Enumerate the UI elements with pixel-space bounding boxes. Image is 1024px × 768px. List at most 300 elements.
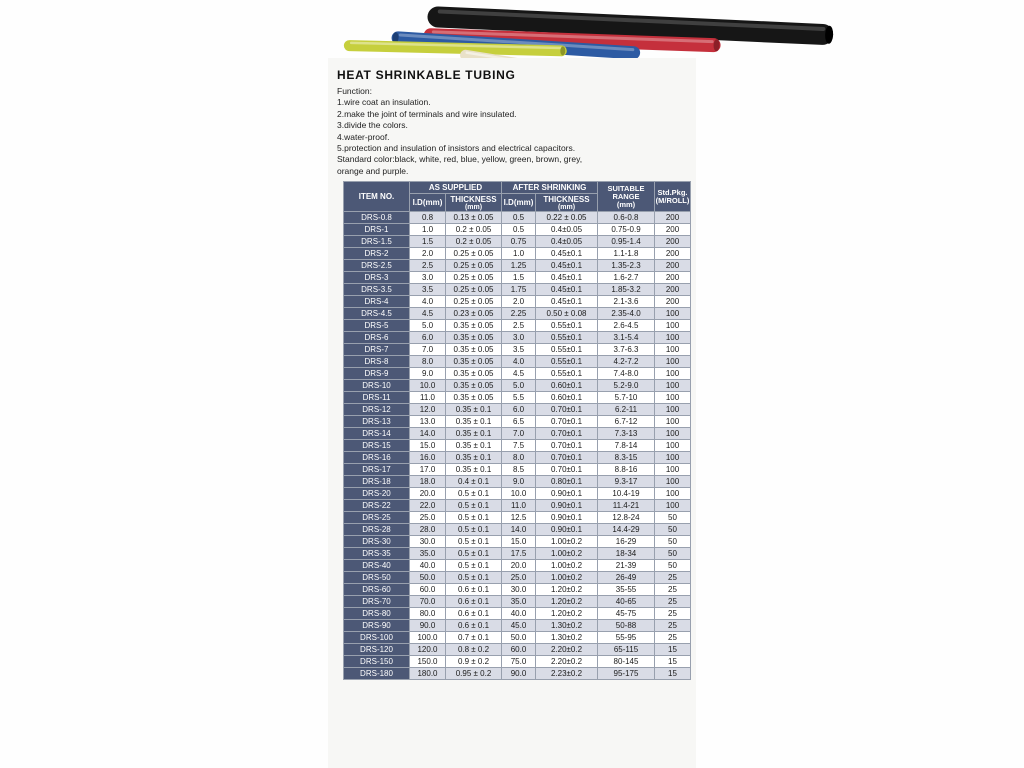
spec-cell: 1.00±0.2	[536, 572, 598, 584]
spec-cell: 200	[655, 296, 691, 308]
spec-cell: 2.0	[410, 248, 446, 260]
spec-cell: 0.25 ± 0.05	[446, 260, 502, 272]
item-no-cell: DRS-25	[344, 512, 410, 524]
spec-cell: 7.4-8.0	[598, 368, 655, 380]
spec-cell: 80-145	[598, 656, 655, 668]
table-row	[344, 380, 691, 392]
spec-cell: 2.23±0.2	[536, 668, 598, 680]
table-row	[344, 572, 691, 584]
text-line-3: 3.divide the colors.	[337, 120, 408, 131]
item-no-cell: DRS-17	[344, 464, 410, 476]
spec-cell: 12.5	[502, 512, 536, 524]
spec-cell: 35.0	[502, 596, 536, 608]
table-row	[344, 452, 691, 464]
item-no-cell: DRS-8	[344, 356, 410, 368]
spec-cell: 11.0	[502, 500, 536, 512]
spec-cell: 0.95-1.4	[598, 236, 655, 248]
text-line-4: 4.water-proof.	[337, 131, 390, 142]
header-std-pkg: Std.Pkg. (M/ROLL)	[655, 182, 691, 212]
header-thickness-shrunk: THICKNESS (mm)	[536, 194, 598, 212]
spec-cell: 0.5 ± 0.1	[446, 536, 502, 548]
table-row	[344, 236, 691, 248]
spec-cell: 10.0	[502, 488, 536, 500]
spec-table	[343, 181, 691, 680]
spec-cell: 1.1-1.8	[598, 248, 655, 260]
spec-cell: 95-175	[598, 668, 655, 680]
spec-cell: 0.90±0.1	[536, 524, 598, 536]
spec-cell: 25.0	[410, 512, 446, 524]
table-row	[344, 404, 691, 416]
spec-cell: 30.0	[502, 584, 536, 596]
spec-cell: 30.0	[410, 536, 446, 548]
spec-cell: 100.0	[410, 632, 446, 644]
spec-cell: 0.5 ± 0.1	[446, 560, 502, 572]
spec-cell: 14.0	[410, 428, 446, 440]
spec-cell: 0.25 ± 0.05	[446, 296, 502, 308]
spec-cell: 25	[655, 572, 691, 584]
item-no-cell: DRS-7	[344, 344, 410, 356]
table-row	[344, 416, 691, 428]
spec-cell: 0.35 ± 0.1	[446, 428, 502, 440]
table-row	[344, 536, 691, 548]
spec-cell: 0.90±0.1	[536, 512, 598, 524]
spec-cell: 2.25	[502, 308, 536, 320]
spec-cell: 1.30±0.2	[536, 620, 598, 632]
spec-cell: 5.7-10	[598, 392, 655, 404]
spec-cell: 5.5	[502, 392, 536, 404]
spec-cell: 150.0	[410, 656, 446, 668]
spec-cell: 90.0	[502, 668, 536, 680]
spec-cell: 25	[655, 596, 691, 608]
spec-cell: 1.85-3.2	[598, 284, 655, 296]
text-line-colors-2: orange and purple.	[337, 165, 409, 176]
item-no-cell: DRS-0.8	[344, 212, 410, 224]
spec-cell: 0.25 ± 0.05	[446, 284, 502, 296]
spec-cell: 100	[655, 368, 691, 380]
spec-cell: 3.5	[502, 344, 536, 356]
spec-cell: 0.35 ± 0.1	[446, 464, 502, 476]
spec-cell: 4.0	[410, 296, 446, 308]
item-no-cell: DRS-80	[344, 608, 410, 620]
table-row	[344, 620, 691, 632]
item-no-cell: DRS-40	[344, 560, 410, 572]
item-no-cell: DRS-180	[344, 668, 410, 680]
item-no-cell: DRS-1.5	[344, 236, 410, 248]
spec-cell: 9.3-17	[598, 476, 655, 488]
spec-cell: 100	[655, 476, 691, 488]
spec-cell: 0.55±0.1	[536, 344, 598, 356]
spec-cell: 0.35 ± 0.05	[446, 380, 502, 392]
item-no-cell: DRS-4	[344, 296, 410, 308]
spec-cell: 6.0	[502, 404, 536, 416]
table-row	[344, 656, 691, 668]
item-no-cell: DRS-22	[344, 500, 410, 512]
spec-cell: 100	[655, 416, 691, 428]
spec-cell: 11.0	[410, 392, 446, 404]
spec-cell: 40-65	[598, 596, 655, 608]
table-row	[344, 344, 691, 356]
spec-cell: 0.2 ± 0.05	[446, 236, 502, 248]
spec-cell: 0.5	[502, 212, 536, 224]
spec-cell: 7.8-14	[598, 440, 655, 452]
spec-cell: 0.55±0.1	[536, 356, 598, 368]
spec-cell: 11.4-21	[598, 500, 655, 512]
spec-cell: 100	[655, 320, 691, 332]
table-row	[344, 428, 691, 440]
spec-cell: 3.0	[502, 332, 536, 344]
table-row	[344, 368, 691, 380]
spec-cell: 8.5	[502, 464, 536, 476]
spec-cell: 100	[655, 428, 691, 440]
spec-cell: 12.0	[410, 404, 446, 416]
item-no-cell: DRS-35	[344, 548, 410, 560]
spec-cell: 28.0	[410, 524, 446, 536]
spec-cell: 0.45±0.1	[536, 260, 598, 272]
spec-cell: 15	[655, 644, 691, 656]
table-row	[344, 224, 691, 236]
spec-cell: 0.4 ± 0.1	[446, 476, 502, 488]
spec-cell: 0.6 ± 0.1	[446, 608, 502, 620]
spec-cell: 2.5	[410, 260, 446, 272]
spec-cell: 70.0	[410, 596, 446, 608]
spec-cell: 0.70±0.1	[536, 416, 598, 428]
text-line-1: 1.wire coat an insulation.	[337, 97, 431, 108]
item-no-cell: DRS-3	[344, 272, 410, 284]
spec-cell: 8.8-16	[598, 464, 655, 476]
spec-cell: 100	[655, 392, 691, 404]
item-no-cell: DRS-100	[344, 632, 410, 644]
spec-cell: 0.5 ± 0.1	[446, 524, 502, 536]
item-no-cell: DRS-30	[344, 536, 410, 548]
item-no-cell: DRS-28	[344, 524, 410, 536]
spec-cell: 0.95 ± 0.2	[446, 668, 502, 680]
spec-cell: 0.80±0.1	[536, 476, 598, 488]
spec-cell: 0.45±0.1	[536, 284, 598, 296]
spec-cell: 200	[655, 272, 691, 284]
item-no-cell: DRS-16	[344, 452, 410, 464]
table-row	[344, 644, 691, 656]
spec-cell: 100	[655, 344, 691, 356]
spec-cell: 0.25 ± 0.05	[446, 248, 502, 260]
spec-cell: 0.5 ± 0.1	[446, 572, 502, 584]
spec-cell: 8.0	[502, 452, 536, 464]
table-row	[344, 476, 691, 488]
spec-cell: 22.0	[410, 500, 446, 512]
spec-cell: 3.5	[410, 284, 446, 296]
spec-cell: 0.75	[502, 236, 536, 248]
spec-cell: 0.70±0.1	[536, 428, 598, 440]
spec-cell: 2.1-3.6	[598, 296, 655, 308]
spec-cell: 0.75-0.9	[598, 224, 655, 236]
spec-cell: 2.0	[502, 296, 536, 308]
spec-cell: 8.3-15	[598, 452, 655, 464]
item-no-cell: DRS-60	[344, 584, 410, 596]
spec-cell: 0.5 ± 0.1	[446, 488, 502, 500]
table-row	[344, 548, 691, 560]
table-row	[344, 560, 691, 572]
table-row	[344, 296, 691, 308]
spec-cell: 0.25 ± 0.05	[446, 272, 502, 284]
spec-cell: 45-75	[598, 608, 655, 620]
spec-cell: 1.6-2.7	[598, 272, 655, 284]
spec-cell: 7.3-13	[598, 428, 655, 440]
spec-cell: 17.0	[410, 464, 446, 476]
spec-cell: 75.0	[502, 656, 536, 668]
table-row	[344, 248, 691, 260]
spec-cell: 4.5	[410, 308, 446, 320]
spec-cell: 25	[655, 632, 691, 644]
spec-cell: 100	[655, 500, 691, 512]
spec-cell: 0.9 ± 0.2	[446, 656, 502, 668]
header-as-supplied: AS SUPPLIED	[410, 182, 502, 194]
spec-cell: 100	[655, 356, 691, 368]
item-no-cell: DRS-6	[344, 332, 410, 344]
item-no-cell: DRS-50	[344, 572, 410, 584]
table-row	[344, 284, 691, 296]
spec-cell: 6.5	[502, 416, 536, 428]
item-no-cell: DRS-4.5	[344, 308, 410, 320]
item-no-cell: DRS-70	[344, 596, 410, 608]
item-no-cell: DRS-5	[344, 320, 410, 332]
spec-cell: 0.35 ± 0.05	[446, 332, 502, 344]
spec-cell: 1.30±0.2	[536, 632, 598, 644]
spec-cell: 0.35 ± 0.05	[446, 392, 502, 404]
text-line-2: 2.make the joint of terminals and wire insulated.	[337, 108, 517, 119]
spec-cell: 17.5	[502, 548, 536, 560]
spec-cell: 60.0	[410, 584, 446, 596]
table-row	[344, 272, 691, 284]
spec-cell: 0.5 ± 0.1	[446, 512, 502, 524]
spec-cell: 100	[655, 404, 691, 416]
spec-cell: 35-55	[598, 584, 655, 596]
spec-cell: 200	[655, 236, 691, 248]
spec-cell: 0.8 ± 0.2	[446, 644, 502, 656]
spec-cell: 180.0	[410, 668, 446, 680]
item-no-cell: DRS-10	[344, 380, 410, 392]
spec-cell: 0.55±0.1	[536, 320, 598, 332]
header-item-no: ITEM NO.	[344, 182, 410, 212]
table-row	[344, 440, 691, 452]
header-after-shrinking: AFTER SHRINKING	[502, 182, 598, 194]
item-no-cell: DRS-3.5	[344, 284, 410, 296]
spec-cell: 100	[655, 380, 691, 392]
spec-cell: 0.4±0.05	[536, 236, 598, 248]
item-no-cell: DRS-2.5	[344, 260, 410, 272]
spec-cell: 14.4-29	[598, 524, 655, 536]
spec-cell: 0.35 ± 0.05	[446, 320, 502, 332]
spec-cell: 0.35 ± 0.05	[446, 368, 502, 380]
spec-cell: 25	[655, 608, 691, 620]
spec-cell: 0.45±0.1	[536, 296, 598, 308]
table-row	[344, 512, 691, 524]
spec-cell: 1.5	[502, 272, 536, 284]
spec-cell: 16.0	[410, 452, 446, 464]
table-row	[344, 584, 691, 596]
spec-cell: 65-115	[598, 644, 655, 656]
spec-cell: 9.0	[502, 476, 536, 488]
text-line-colors-1: Standard color:black, white, red, blue, yellow, green, brown, grey,	[337, 154, 583, 165]
spec-cell: 1.25	[502, 260, 536, 272]
spec-cell: 0.35 ± 0.1	[446, 416, 502, 428]
spec-cell: 0.6 ± 0.1	[446, 596, 502, 608]
spec-cell: 10.4-19	[598, 488, 655, 500]
item-no-cell: DRS-150	[344, 656, 410, 668]
spec-cell: 1.20±0.2	[536, 596, 598, 608]
spec-cell: 0.35 ± 0.05	[446, 344, 502, 356]
table-row	[344, 668, 691, 680]
spec-cell: 5.2-9.0	[598, 380, 655, 392]
spec-cell: 8.0	[410, 356, 446, 368]
spec-cell: 40.0	[502, 608, 536, 620]
table-row	[344, 596, 691, 608]
page-title: HEAT SHRINKABLE TUBING	[337, 68, 516, 82]
document-page	[328, 58, 696, 768]
spec-cell: 35.0	[410, 548, 446, 560]
spec-cell: 0.70±0.1	[536, 452, 598, 464]
spec-cell: 100	[655, 332, 691, 344]
spec-cell: 0.2 ± 0.05	[446, 224, 502, 236]
header-thickness-supplied: THICKNESS (mm)	[446, 194, 502, 212]
spec-cell: 100	[655, 440, 691, 452]
header-id-shrunk: I.D(mm)	[502, 194, 536, 212]
spec-cell: 0.70±0.1	[536, 404, 598, 416]
spec-cell: 1.00±0.2	[536, 560, 598, 572]
spec-cell: 0.13 ± 0.05	[446, 212, 502, 224]
spec-cell: 0.7 ± 0.1	[446, 632, 502, 644]
intro-text	[337, 86, 696, 177]
table-row	[344, 332, 691, 344]
spec-cell: 100	[655, 464, 691, 476]
spec-cell: 50-88	[598, 620, 655, 632]
spec-cell: 0.60±0.1	[536, 380, 598, 392]
spec-cell: 50	[655, 560, 691, 572]
spec-cell: 0.22 ± 0.05	[536, 212, 598, 224]
spec-cell: 25	[655, 620, 691, 632]
spec-cell: 1.20±0.2	[536, 584, 598, 596]
spec-cell: 2.5	[502, 320, 536, 332]
spec-cell: 3.0	[410, 272, 446, 284]
spec-cell: 0.5 ± 0.1	[446, 548, 502, 560]
item-no-cell: DRS-20	[344, 488, 410, 500]
spec-cell: 2.20±0.2	[536, 656, 598, 668]
spec-cell: 0.6-0.8	[598, 212, 655, 224]
item-no-cell: DRS-120	[344, 644, 410, 656]
spec-cell: 10.0	[410, 380, 446, 392]
spec-cell: 0.45±0.1	[536, 272, 598, 284]
spec-cell: 25.0	[502, 572, 536, 584]
spec-cell: 16-29	[598, 536, 655, 548]
spec-cell: 0.90±0.1	[536, 488, 598, 500]
spec-cell: 0.23 ± 0.05	[446, 308, 502, 320]
header-suitable-range: SUITABLE RANGE (mm)	[598, 182, 655, 212]
spec-cell: 45.0	[502, 620, 536, 632]
spec-cell: 21-39	[598, 560, 655, 572]
spec-cell: 0.5 ± 0.1	[446, 500, 502, 512]
spec-cell: 100	[655, 488, 691, 500]
table-row	[344, 260, 691, 272]
spec-cell: 2.6-4.5	[598, 320, 655, 332]
spec-cell: 13.0	[410, 416, 446, 428]
spec-cell: 7.0	[410, 344, 446, 356]
spec-cell: 50.0	[410, 572, 446, 584]
spec-cell: 1.20±0.2	[536, 608, 598, 620]
spec-cell: 1.0	[502, 248, 536, 260]
spec-cell: 3.7-6.3	[598, 344, 655, 356]
spec-cell: 7.5	[502, 440, 536, 452]
table-row	[344, 212, 691, 224]
spec-cell: 0.6 ± 0.1	[446, 584, 502, 596]
spec-cell: 15	[655, 656, 691, 668]
spec-cell: 9.0	[410, 368, 446, 380]
spec-cell: 0.5	[502, 224, 536, 236]
spec-cell: 20.0	[410, 488, 446, 500]
spec-cell: 6.0	[410, 332, 446, 344]
spec-cell: 6.7-12	[598, 416, 655, 428]
spec-cell: 1.00±0.2	[536, 548, 598, 560]
spec-cell: 5.0	[410, 320, 446, 332]
spec-cell: 3.1-5.4	[598, 332, 655, 344]
table-row	[344, 608, 691, 620]
spec-cell: 200	[655, 284, 691, 296]
spec-cell: 14.0	[502, 524, 536, 536]
spec-cell: 0.45±0.1	[536, 248, 598, 260]
spec-cell: 20.0	[502, 560, 536, 572]
spec-cell: 6.2-11	[598, 404, 655, 416]
spec-cell: 15	[655, 668, 691, 680]
spec-cell: 50	[655, 524, 691, 536]
spec-cell: 18.0	[410, 476, 446, 488]
text-line-5: 5.protection and insulation of insistors and electrical capacitors.	[337, 143, 576, 154]
spec-cell: 200	[655, 260, 691, 272]
spec-cell: 55-95	[598, 632, 655, 644]
item-no-cell: DRS-1	[344, 224, 410, 236]
spec-cell: 18-34	[598, 548, 655, 560]
spec-cell: 4.0	[502, 356, 536, 368]
spec-cell: 40.0	[410, 560, 446, 572]
item-no-cell: DRS-18	[344, 476, 410, 488]
table-row	[344, 308, 691, 320]
spec-cell: 100	[655, 308, 691, 320]
table-row	[344, 464, 691, 476]
spec-cell: 7.0	[502, 428, 536, 440]
item-no-cell: DRS-12	[344, 404, 410, 416]
spec-cell: 0.8	[410, 212, 446, 224]
spec-cell: 1.5	[410, 236, 446, 248]
item-no-cell: DRS-13	[344, 416, 410, 428]
spec-cell: 15.0	[502, 536, 536, 548]
spec-cell: 90.0	[410, 620, 446, 632]
table-row	[344, 320, 691, 332]
item-no-cell: DRS-9	[344, 368, 410, 380]
spec-cell: 0.90±0.1	[536, 500, 598, 512]
spec-cell: 4.2-7.2	[598, 356, 655, 368]
table-row	[344, 356, 691, 368]
spec-cell: 1.35-2.3	[598, 260, 655, 272]
text-line-function: Function:	[337, 86, 372, 96]
item-no-cell: DRS-2	[344, 248, 410, 260]
item-no-cell: DRS-90	[344, 620, 410, 632]
spec-cell: 0.35 ± 0.1	[446, 452, 502, 464]
spec-cell: 1.75	[502, 284, 536, 296]
spec-cell: 25	[655, 584, 691, 596]
spec-cell: 200	[655, 224, 691, 236]
table-row	[344, 524, 691, 536]
spec-cell: 0.6 ± 0.1	[446, 620, 502, 632]
table-row	[344, 632, 691, 644]
spec-cell: 0.70±0.1	[536, 440, 598, 452]
spec-cell: 60.0	[502, 644, 536, 656]
spec-cell: 200	[655, 248, 691, 260]
